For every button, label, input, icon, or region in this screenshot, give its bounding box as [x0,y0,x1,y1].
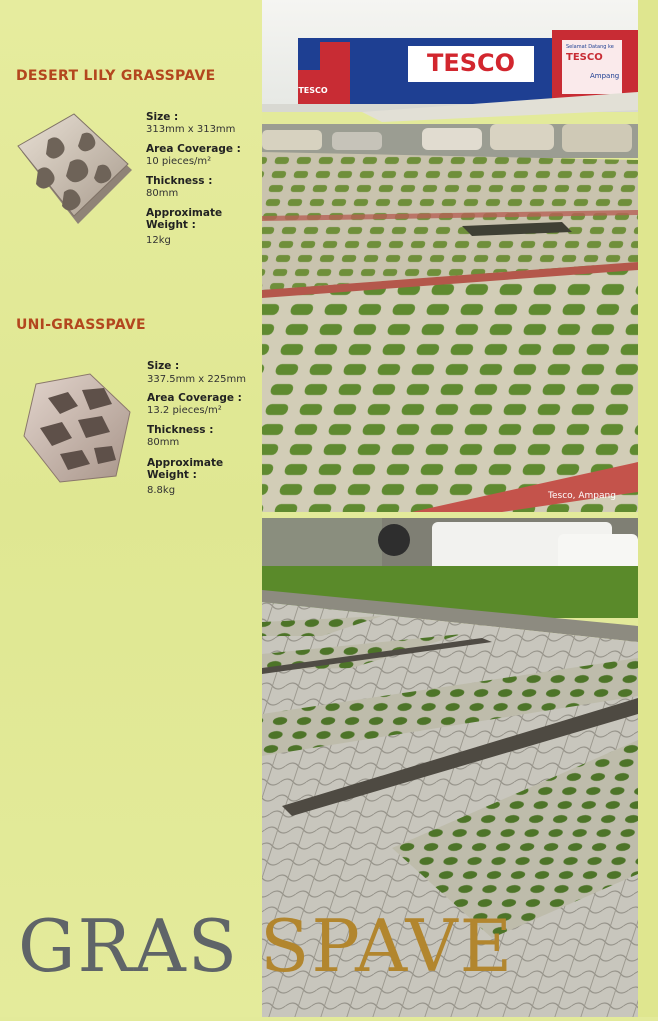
product-title-desert-lily: DESERT LILY GRASSPAVE [16,68,216,84]
right-margin-strip [638,0,658,1017]
uni-grasspave-paver-image [20,372,134,484]
area-coverage-value: 13.2 pieces/m² [147,405,222,416]
desert-lily-paver-image [14,112,138,230]
area-coverage-label: Area Coverage : [146,143,241,155]
thickness-value: 80mm [147,437,180,448]
weight-label-line1: Approximate [147,457,224,469]
weight-label-line2: Weight : [146,219,196,231]
weight-label-line1: Approximate [146,207,223,219]
thickness-label: Thickness : [146,175,213,187]
size-value: 313mm x 313mm [146,124,236,135]
product-title-uni-grasspave: UNI-GRASSPAVE [16,317,146,333]
side-sign-line3: Ampang [590,72,620,80]
area-coverage-value: 10 pieces/m² [146,156,212,167]
photo-caption: Tesco, Ampang [548,491,616,501]
weight-value: 8.8kg [147,485,176,496]
weight-value: 12kg [146,235,171,246]
thickness-label: Thickness : [147,424,214,436]
brand-wordmark-part2: SPAVE [260,904,515,988]
size-value: 337.5mm x 225mm [147,374,246,385]
size-label: Size : [147,360,180,372]
area-coverage-label: Area Coverage : [147,392,242,404]
thickness-value: 80mm [146,188,179,199]
tesco-store-sign: TESCO [426,49,516,77]
weight-label-line2: Weight : [147,469,197,481]
side-sign-line1: Selamat Datang ke [566,44,614,50]
brand-wordmark-part1: GRAS [18,904,240,988]
size-label: Size : [146,111,179,123]
side-sign-line2: TESCO [566,52,603,63]
tesco-banner-sign: TESCO [298,85,328,95]
